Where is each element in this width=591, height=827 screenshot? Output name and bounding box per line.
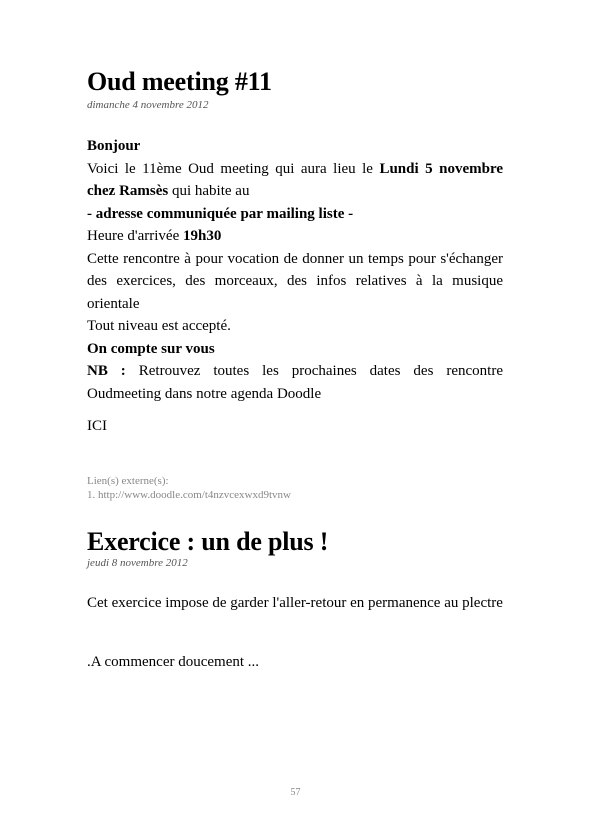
level-line: Tout niveau est accepté. [87,318,231,334]
page-number: 57 [290,787,301,798]
greeting: Bonjour [87,138,141,154]
external-link[interactable]: 1. http://www.doodle.com/t4nzvcexwxd9tvnw [87,489,291,501]
external-links [87,474,291,502]
address-line: - adresse communiquée par mailing liste - [87,205,354,222]
post-date: jeudi 8 novembre 2012 [87,557,188,569]
post-body [87,135,503,405]
post-title: Oud meeting #11 [87,67,272,96]
external-links-label: Lien(s) externe(s): [87,475,169,487]
purpose-paragraph: Cette rencontre à pour vocation de donner un temps pour s'échanger des exercices, des morceaux, des infos relatives à la musique orientale [87,250,503,312]
post-body [87,592,503,615]
closing-line: On compte sur vous [87,340,215,357]
post-date: dimanche 4 novembre 2012 [87,99,209,111]
nb-paragraph [87,360,503,405]
meeting-date-place: Lundi 5 novembre chez Ramsès [87,160,503,199]
arrival-time: 19h30 [182,228,222,244]
exercise-note: .A commencer doucement ... [87,654,260,670]
exercise-paragraph: Cet exercice impose de garder l'aller-retour en permanence au plectre [87,595,503,611]
nb-text: Retrouvez toutes les prochaines dates des rencontre Oudmeeting dans notre agenda Doodle [87,363,503,402]
ici-link[interactable]: ICI [87,418,107,434]
nb-label: NB : [87,363,126,379]
post-title: Exercice : un de plus ! [87,527,329,556]
intro-paragraph [87,158,503,203]
document-page [87,0,503,827]
intro-text: Voici le 11ème Oud meeting qui aura lieu le [87,160,380,177]
arrival-label: Heure d'arrivée [87,228,183,244]
arrival-line [87,225,503,248]
intro-text-end: qui habite au [168,183,250,199]
